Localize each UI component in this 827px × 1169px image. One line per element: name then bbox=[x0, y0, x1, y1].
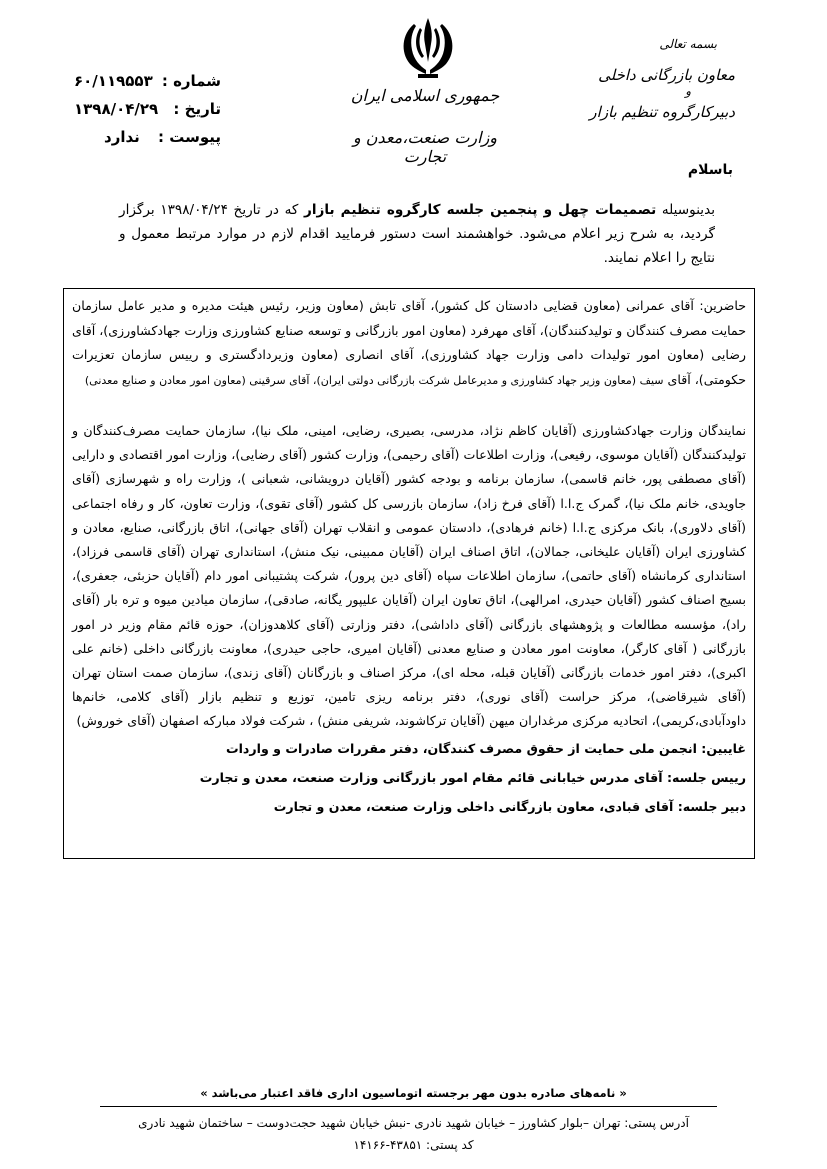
present-paragraph bbox=[72, 294, 746, 393]
country-name: جمهوری اسلامی ایران bbox=[350, 86, 500, 105]
number-label: شماره : bbox=[161, 72, 221, 90]
footer-divider bbox=[100, 1106, 717, 1107]
footer-validity-note: « نامه‌های صادره بدون مهر برجسته اتوماسیون اداری فاقد اعتبار می‌باشد » bbox=[200, 1086, 627, 1100]
present-list: حاضرین: آقای عمرانی (معاون قضایی دادستان کل کشور)، آقای تابش (معاون وزیر، رئیس هیئت مدیره و مدیر عامل سازمان حمایت مصرف کنندگان و تولیدکنندگان)، آقای مهرفرد (معاون امور بازرگانی و توسعه صنایع کشاورزی وزارت جهادکشاورزی)، آقای رضایی (معاون امور تولیدات دامی وزارت جهاد کشاورزی)، آقای انصاری (معاون وزیردادگستری و رییس سازمان تعزیرات حکومتی)، آقای bbox=[72, 298, 746, 387]
intro-paragraph bbox=[119, 198, 715, 270]
absent-line: غایبین: انجمن ملی حمایت از حقوق مصرف کنندگان، دفتر مقررات صادرات و واردات bbox=[225, 740, 746, 756]
salutation: باسلام bbox=[687, 162, 733, 178]
date-label: تاریخ : bbox=[173, 100, 221, 118]
iran-emblem-icon bbox=[392, 14, 464, 82]
attendees-box bbox=[63, 288, 755, 859]
greeting-block bbox=[555, 38, 735, 120]
letter-attachment: ندارد bbox=[104, 128, 140, 146]
chair-line: رییس جلسه: آقای مدرس خیابانی قائم مقام امور بازرگانی وزارت صنعت، معدن و تجارت bbox=[199, 769, 746, 785]
footer-postal-code: کد پستی: ۴۳۸۵۱-۱۴۱۶۶ bbox=[353, 1138, 474, 1152]
bismillah-text: بسمه تعالی bbox=[659, 37, 717, 51]
reference-values bbox=[74, 72, 166, 156]
present-list-continued: سیف (معاون وزیر جهاد کشاورزی و مدیرعامل شرکت بازرگانی دولتی ایران)، آقای سرقینی (معاون امور معادن و صنایع معدنی) bbox=[84, 373, 664, 387]
intro-post: که در تاریخ ۱۳۹۸/۰۴/۲۴ برگزار گردید، به شرح زیر اعلام می‌شود. خواهشمند است دستور فرمایید اقدام لازم در موارد مرتبط معمول و نتایج را اعلام نمایند. bbox=[119, 202, 715, 266]
secretary-line: دبیر جلسه: آقای قبادی، معاون بازرگانی داخلی وزارت صنعت، معدن و تجارت bbox=[273, 798, 746, 814]
attachment-label: پیوست : bbox=[157, 128, 221, 146]
recipient-title-2: دبیرکارگروه تنظیم بازار bbox=[589, 103, 735, 121]
recipient-conjunction: و bbox=[685, 84, 691, 98]
letter-number: ۶۰/۱۱۹۵۵۳ bbox=[74, 72, 153, 90]
recipient-title: معاون بازرگانی داخلی bbox=[598, 66, 735, 84]
representatives-paragraph: نمایندگان وزارت جهادکشاورزی (آقایان کاظم نژاد، مدرسی، بصیری، رضایی، امینی، ملک نیا)، سازمان حمایت مصرف‌کنندگان و تولیدکنندگان (آقایان موسوی، رفیعی)، وزارت اطلاعات (آقای رحیمی)، وزارت کشور (آقای رضایی)، وزارت امور اقتصادی و دارایی (آقای مصطفی پور، خانم قاسمی)، سازمان برنامه و بودجه کشور (آقایان درویشانی، شعبانی )، وزارت راه و شهرسازی (آقای جاویدی، خانم ملک نیا)، گمرک ج.ا.ا (آقای فرخ زاد)، سازمان بازرسی کل کشور (آقای تقوی)، وزارت تعاون، کار و رفاه اجتماعی (آقای دلاوری)، بانک مرکزی ج.ا.ا (خانم فرهادی)، دادستان عمومی و انقلاب تهران (آقای جهانی)، اتاق بازرگانی، صنایع، معادن و کشاورزی ایران (آقایان علیخانی، جمالان)، اتاق اصناف ایران (آقایان ممبینی، نیک منش)، استانداری تهران (آقای قاسمی فرزاد)، استانداری کرمانشاه (آقای حاتمی)، سازمان اطلاعات سپاه (آقای دین پرور)، شرکت پشتیبانی امور دام (آقایان حزبئی، جعفری)، بسیج اصناف کشور (آقایان حیدری، امرالهی)، اتاق تعاون ایران (آقایان علیپور یگانه، صادقی)، سازمان میادین میوه و تره بار (آقای راد)، مؤسسه مطالعات و پژوهشهای بازرگانی (آقای داداشی)، دفتر وزارتی (آقای کلاهدوزان)، حوزه قائم مقام وزیر در امور بازرگانی ( آقای کارگر)، معاونت امور معادن و صنایع معدنی (آقایان امیری، حاجی حیدری)، معاونت بازرگانی داخلی (خانم علی اکبری)، دفتر امور خدمات بازرگانی (آقایان قبله، محله ای)، مرکز اصناف و بازرگانان (آقای زندی)، سازمان صمت استان تهران (آقای شیرقاضی)، مرکز حراست (آقای نوری)، دفتر برنامه ریزی تامین، توزیع و تنظیم بازار (آقای کلامی، خانم‌ها داودآبادی،کریمی)، اتحادیه مرکزی مرغداران میهن (آقایان ترکاشوند، شریفی منش) ، شرکت فولاد مبارکه اصفهان (آقای خوروش) bbox=[72, 423, 746, 729]
footer-address: آدرس پستی: تهران –بلوار کشاورز – خیابان شهید نادری -نبش خیابان شهید حجت‌دوست – ساختمان شهید نادری bbox=[138, 1116, 689, 1130]
intro-pre: بدینوسیله bbox=[656, 202, 715, 218]
ministry-name: وزارت صنعت،معدن و تجارت bbox=[352, 128, 498, 166]
letter-date: ۱۳۹۸/۰۴/۲۹ bbox=[74, 100, 159, 118]
intro-session-title: تصمیمات چهل و پنجمین جلسه کارگروه تنظیم بازار bbox=[304, 202, 657, 218]
